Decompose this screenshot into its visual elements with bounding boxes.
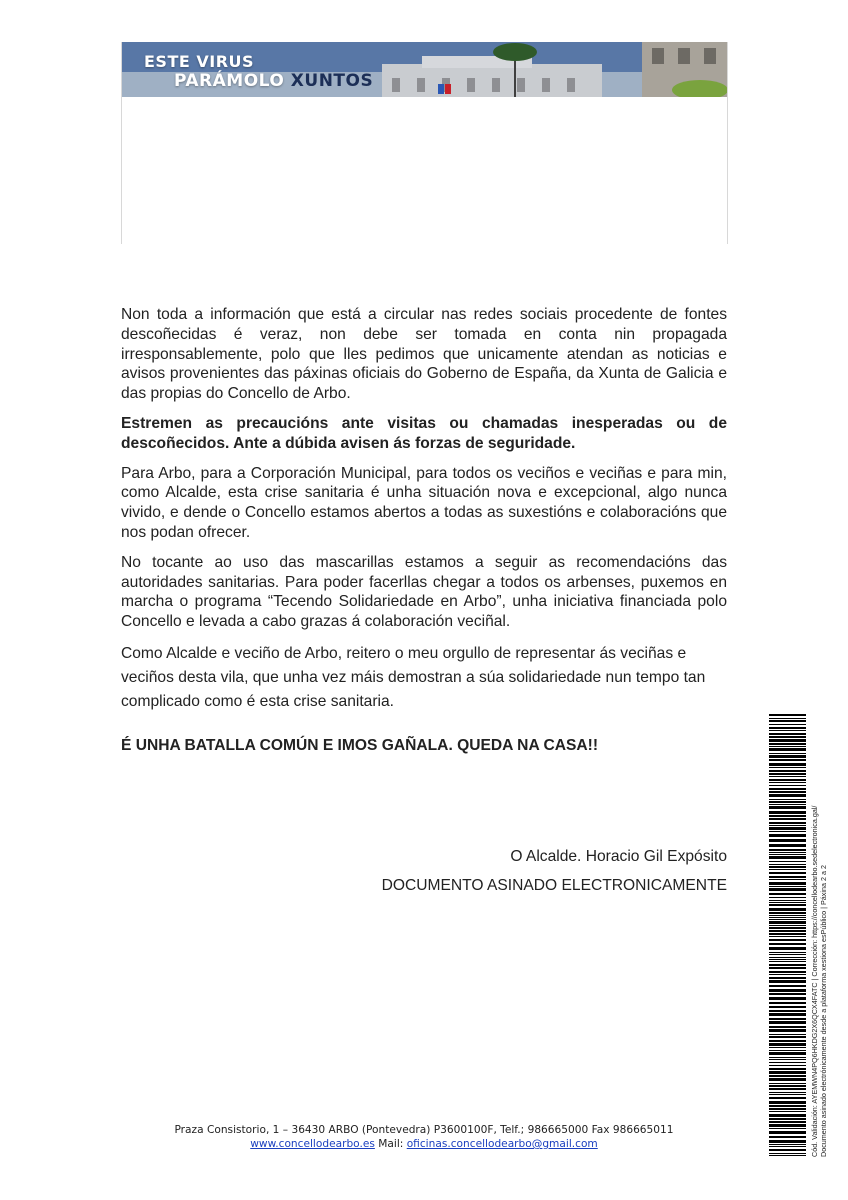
- barcode-bar: [769, 925, 806, 926]
- paragraph-misinformation: Non toda a información que está a circular nas redes sociais procedente de fontes descoñecidas é veraz, non debe ser tomada en conta nin propagada irresponsablemente, polo que lles pedimos que unicamente atendan as noticias e avisos provenientes das páxinas oficiais do Goberno de España, da Xunta de Galicia e das propias do Concello de Arbo.: [121, 306, 727, 403]
- barcode-bar: [769, 1124, 806, 1127]
- barcode-bar: [769, 1108, 806, 1110]
- barcode-bar: [769, 763, 806, 766]
- barcode-bar: [769, 724, 806, 725]
- barcode-bar: [769, 1018, 806, 1020]
- barcode-bar: [769, 927, 806, 929]
- validation-line-2: Documento asinado electrónicamente desde a plataforma xestiona esPúblico | Páxina 2 a 2: [819, 865, 828, 1157]
- barcode-bar: [769, 908, 806, 911]
- header-banner: [121, 42, 728, 244]
- barcode-bar: [769, 917, 806, 918]
- barcode-bar: [769, 1013, 806, 1016]
- barcode-bar: [769, 989, 806, 992]
- barcode-bar: [769, 939, 806, 941]
- barcode-bar: [769, 869, 806, 870]
- barcode-bar: [769, 1101, 806, 1104]
- barcode-bar: [769, 1105, 806, 1107]
- barcode-bar: [769, 861, 806, 862]
- barcode-bar: [769, 864, 806, 865]
- barcode-bar: [769, 718, 806, 719]
- barcode-bar: [769, 936, 806, 937]
- barcode-bar: [769, 1040, 806, 1042]
- paragraph-precautions: Estremen as precaucións ante visitas ou chamadas inesperadas ou de descoñecidos. Ante a dúbida avisen ás forzas de seguridade.: [121, 414, 727, 452]
- barcode-bar: [769, 1131, 806, 1134]
- barcode-bar: [769, 977, 806, 979]
- barcode-bar: [769, 818, 806, 820]
- banner-headline-word-2: XUNTOS: [290, 71, 374, 91]
- barcode-bar: [769, 801, 806, 803]
- barcode-bar: [769, 886, 806, 887]
- barcode-bar: [769, 782, 806, 783]
- barcode-bar: [769, 1128, 806, 1129]
- barcode-bar: [769, 866, 806, 868]
- banner-headline-line2: [174, 71, 373, 91]
- barcode-bar: [769, 1057, 806, 1058]
- barcode-bar: [769, 974, 806, 975]
- barcode-bar: [769, 1026, 806, 1028]
- barcode-bar: [769, 1155, 806, 1156]
- barcode-bar: [769, 767, 806, 768]
- barcode-bar: [769, 799, 806, 800]
- barcode-bar: [769, 1078, 806, 1081]
- barcode-bar: [769, 1121, 806, 1123]
- barcode-bar: [769, 1002, 806, 1004]
- barcode-bar: [769, 748, 806, 751]
- barcode-bar: [769, 827, 806, 830]
- barcode-bar: [769, 1092, 806, 1093]
- barcode-bar: [769, 831, 806, 832]
- barcode-bar: [769, 825, 806, 826]
- barcode-bar: [769, 930, 806, 932]
- barcode-bar: [769, 1136, 806, 1138]
- barcode-bar: [769, 1047, 806, 1048]
- barcode-bar: [769, 1075, 806, 1077]
- barcode-bar: [769, 1068, 806, 1070]
- paragraph-corporation: Para Arbo, para a Corporación Municipal, para todos os veciños e veciñas e para min, como Alcalde, esta crise sanitaria é unha situación nova e excepcional, algo nunca vivido, e dende o Concello estamos abertos a todas as suxestións e colaboracións que nos podan ofrecer.: [121, 464, 727, 541]
- barcode-bar: [769, 967, 806, 969]
- banner-headline-line1: ESTE VIRUS: [144, 52, 255, 71]
- barcode-bar: [769, 759, 806, 761]
- barcode-bar: [769, 1140, 806, 1143]
- barcode-bar: [769, 952, 806, 953]
- barcode-bar: [769, 1071, 806, 1074]
- barcode-bar: [769, 1006, 806, 1008]
- barcode-bar: [769, 980, 806, 983]
- barcode-bar: [769, 961, 806, 962]
- barcode-bar: [769, 959, 806, 960]
- barcode-bar: [769, 746, 806, 747]
- barcode-bar: [769, 856, 806, 859]
- barcode-bar: [769, 785, 806, 786]
- banner-headline-word-1: PARÁMOLO: [174, 71, 285, 91]
- barcode-bar: [769, 1062, 806, 1063]
- barcode-bar: [769, 997, 806, 1000]
- barcode-bar: [769, 1050, 806, 1051]
- page-footer: [0, 1123, 848, 1151]
- barcode-bar: [769, 921, 806, 924]
- barcode-bar: [769, 804, 806, 805]
- barcode-bar: [769, 791, 806, 793]
- paragraph-pride: Como Alcalde e veciño de Arbo, reitero o meu orgullo de representar ás veciñas e veciños desta vila, que unha vez máis demostran a súa solidariedade nun tempo tan complicado como é esta crise sanitaria.: [121, 644, 706, 710]
- barcode-bar: [769, 834, 806, 837]
- barcode-bar: [769, 900, 806, 901]
- barcode-bar: [769, 1029, 806, 1032]
- barcode-bar: [769, 1097, 806, 1099]
- banner-photo: [122, 42, 727, 97]
- barcode-bar: [769, 954, 806, 955]
- barcode-bar: [769, 1036, 806, 1038]
- barcode-bar: [769, 1059, 806, 1060]
- barcode-bar: [769, 788, 806, 790]
- barcode-bar: [769, 943, 806, 945]
- barcode-bar: [769, 811, 806, 814]
- validation-line-1: Cód. Validación: AYEMWN4PQ6HKDG2X6QCX4FATC | Corrección: https://concellodearbo.sedelectronica.gal/: [810, 805, 819, 1157]
- barcode-bar: [769, 844, 806, 847]
- barcode-bar: [769, 1021, 806, 1024]
- barcode-bar: [769, 971, 806, 973]
- barcode-bar: [769, 985, 806, 987]
- barcode-bar: [769, 912, 806, 914]
- validation-barcode: [769, 714, 806, 1157]
- barcode-bar: [769, 893, 806, 895]
- barcode-bar: [769, 1052, 806, 1055]
- barcode-bar: [769, 919, 806, 920]
- barcode-bar: [769, 888, 806, 891]
- paragraph-masks: No tocante ao uso das mascarillas estamos a seguir as recomendacións das autoridades sanitarias. Para poder facerllas chegar a todos os arbenses, puxemos en marcha o programa “Tecendo Solidariedade en Arbo”, unha iniciativa financiada polo Concello e levada a cabo grazas á colaboración veciñal.: [121, 553, 727, 631]
- barcode-bar: [769, 1114, 806, 1117]
- barcode-bar: [769, 730, 806, 731]
- mail-label: Mail:: [374, 1138, 407, 1150]
- barcode-bar: [769, 1144, 806, 1145]
- barcode-bar: [769, 1153, 806, 1154]
- barcode-bar: [769, 1146, 806, 1147]
- barcode-bar: [769, 1043, 806, 1046]
- barcode-bar: [769, 822, 806, 824]
- barcode-bar: [769, 755, 806, 758]
- signature-name: O Alcalde. Horacio Gil Expósito: [510, 848, 727, 865]
- barcode-bar: [769, 904, 806, 906]
- barcode-bar: [769, 1083, 806, 1084]
- footer-contact: [0, 1137, 848, 1151]
- barcode-bar: [769, 727, 806, 729]
- barcode-bar: [769, 1094, 806, 1095]
- barcode-bar: [769, 733, 806, 735]
- barcode-bar: [769, 739, 806, 742]
- barcode-bar: [769, 854, 806, 855]
- barcode-bar: [769, 964, 806, 966]
- barcode-bar: [769, 957, 806, 958]
- barcode-bar: [769, 915, 806, 916]
- barcode-bar: [769, 779, 806, 781]
- barcode-bar: [769, 947, 806, 950]
- barcode-bar: [769, 879, 806, 880]
- barcode-bar: [769, 1034, 806, 1035]
- barcode-bar: [769, 872, 806, 874]
- barcode-bar: [769, 720, 806, 722]
- letter-body: [121, 305, 727, 766]
- barcode-bar: [769, 902, 806, 903]
- email-link[interactable]: oficinas.concellodearbo@gmail.com: [406, 1138, 598, 1150]
- barcode-bar: [769, 714, 806, 716]
- website-link[interactable]: www.concellodearbo.es: [250, 1138, 375, 1150]
- barcode-bar: [769, 753, 806, 754]
- barcode-bar: [769, 806, 806, 809]
- barcode-bar: [769, 1088, 806, 1090]
- barcode-bar: [769, 776, 806, 777]
- barcode-bar: [769, 770, 806, 772]
- validation-text: [810, 714, 828, 1157]
- barcode-bar: [769, 852, 806, 853]
- barcode-bar: [769, 839, 806, 842]
- barcode-bar: [769, 1149, 806, 1151]
- barcode-bar: [769, 736, 806, 738]
- barcode-bar: [769, 993, 806, 995]
- barcode-bar: [769, 773, 806, 775]
- barcode-bar: [769, 794, 806, 797]
- barcode-bar: [769, 1085, 806, 1087]
- barcode-bar: [769, 743, 806, 745]
- closing-slogan: É UNHA BATALLA COMÚN E IMOS GAÑALA. QUEDA NA CASA!!: [121, 736, 599, 754]
- footer-address: Praza Consistorio, 1 – 36430 ARBO (Pontevedra) P3600100F, Telf.; 986665000 Fax 986665011: [174, 1124, 674, 1136]
- signature-note: DOCUMENTO ASINADO ELECTRONICAMENTE: [381, 877, 727, 894]
- barcode-bar: [769, 815, 806, 817]
- barcode-bar: [769, 849, 806, 851]
- barcode-bar: [769, 1010, 806, 1012]
- barcode-bar: [769, 1111, 806, 1112]
- barcode-bar: [769, 882, 806, 885]
- barcode-bar: [769, 876, 806, 878]
- barcode-bar: [769, 1118, 806, 1120]
- barcode-bar: [769, 933, 806, 935]
- barcode-bar: [769, 1065, 806, 1066]
- barcode-bar: [769, 897, 806, 898]
